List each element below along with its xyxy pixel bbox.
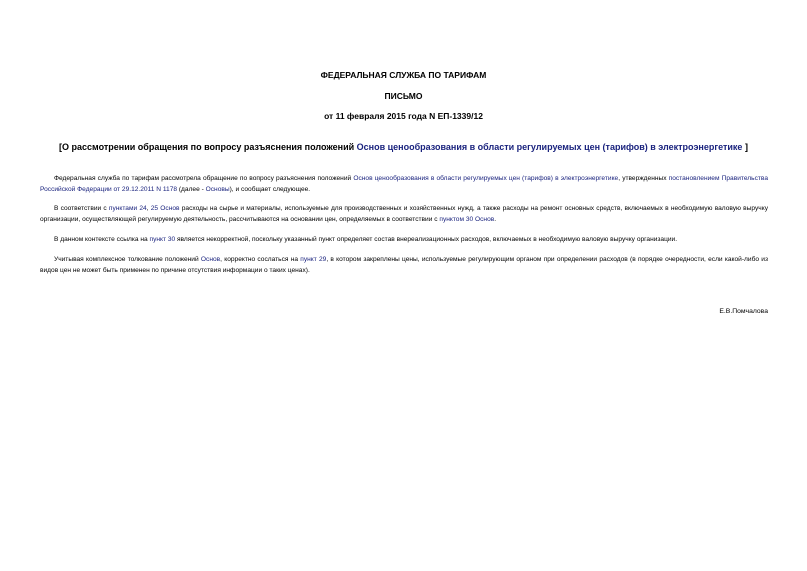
link-postanovlenie[interactable]: постановлением Правительства Российской Федерации от 29.12.2011 N 1178 bbox=[40, 175, 768, 193]
paragraph-text: , корректно сослаться на bbox=[220, 256, 301, 263]
paragraph-expenses bbox=[40, 203, 768, 225]
link-osnovy-full[interactable]: Основ ценообразования в области регулируемых цен (тарифов) в электроэнергетике bbox=[353, 175, 619, 182]
paragraph-text: Учитывая комплексное толкование положений bbox=[54, 256, 201, 263]
paragraph-conclusion bbox=[40, 254, 768, 276]
paragraph-text: , bbox=[146, 205, 151, 212]
document-type-heading: ПИСЬМО bbox=[384, 91, 423, 101]
paragraph-text: В данном контексте ссылка на bbox=[54, 236, 150, 243]
link-punkt-25[interactable]: 25 Основ bbox=[150, 205, 180, 212]
link-punkt-29[interactable]: пункт 29 bbox=[300, 256, 327, 263]
link-punkt-24[interactable]: пунктами 24 bbox=[108, 205, 147, 212]
subject-link-osnovy[interactable]: Основ ценообразования в области регулируемых цен (тарифов) в электроэнергетике bbox=[356, 142, 743, 152]
paragraph-text: , утвержденных bbox=[618, 175, 669, 182]
paragraph-text: . bbox=[494, 216, 497, 223]
paragraph-text: является некорректной, поскольку указанный пункт определяет состав внереализационных расходов, включаемых в необходимую валовую выручку организации. bbox=[175, 236, 678, 243]
signature: Е.В.Помчалова bbox=[719, 308, 768, 315]
document-date-number: от 11 февраля 2015 года N ЕП-1339/12 bbox=[324, 111, 483, 121]
document-subject bbox=[0, 142, 807, 153]
paragraph-text: расходы на сырье и материалы, используемые для производственных и хозяйственных нужд, а также расходы на ремонт основных средств, включаемых в необходимую валовую выручку организации, осуществляющей регулируемую деятельность, рассчитываются на основании цен, определяемых в соответствии с bbox=[40, 205, 769, 223]
link-punkt-30[interactable]: пункт 30 bbox=[149, 236, 176, 243]
subject-prefix: [О рассмотрении обращения по вопросу разъяснения положений bbox=[59, 142, 357, 152]
paragraph-text: Федеральная служба по тарифам рассмотрела обращение по вопросу разъяснения положений bbox=[54, 175, 354, 182]
link-punkt-30-osnov[interactable]: пунктом 30 Основ bbox=[439, 216, 495, 223]
organization-heading: ФЕДЕРАЛЬНАЯ СЛУЖБА ПО ТАРИФАМ bbox=[320, 70, 487, 80]
link-osnovy-short[interactable]: Основы bbox=[205, 186, 230, 193]
paragraph-context bbox=[40, 234, 768, 245]
link-osnov[interactable]: Основ bbox=[200, 256, 221, 263]
subject-suffix: ] bbox=[742, 142, 748, 152]
paragraph-text: ), и сообщает следующее. bbox=[229, 186, 311, 193]
paragraph-text: (далее - bbox=[177, 186, 206, 193]
paragraph-text: В соответствии с bbox=[54, 205, 109, 212]
paragraph-text: , в котором закреплены цены, используемые регулирующим органом при определении расходов (в порядке очередности, если какой-либо из видов цен не может быть применен по причине отсутствия информации о таких ценах). bbox=[40, 256, 768, 274]
paragraph-intro bbox=[40, 173, 768, 195]
